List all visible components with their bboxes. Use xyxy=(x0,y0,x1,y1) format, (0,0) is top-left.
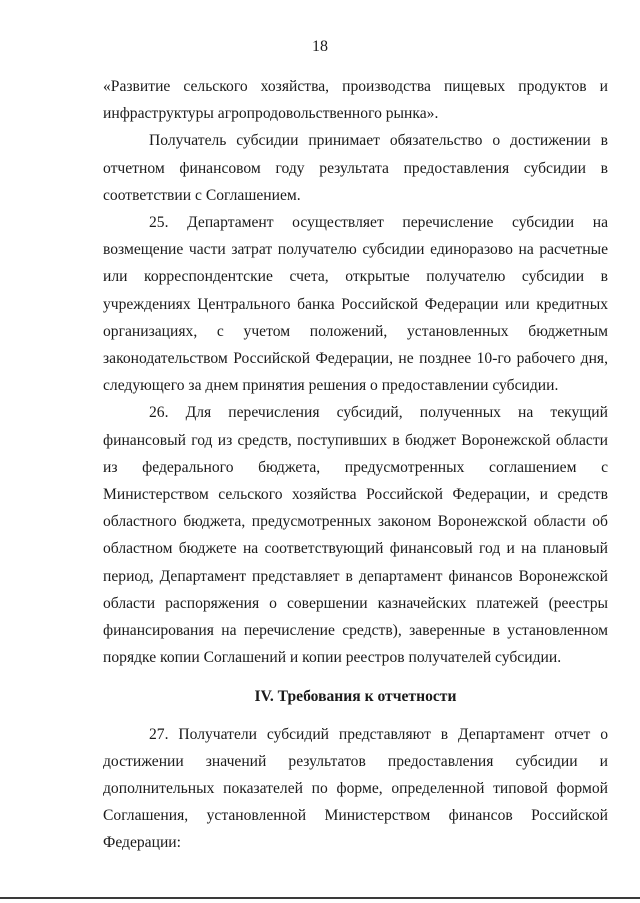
page-number: 18 xyxy=(312,38,328,55)
paragraph-continuation: «Развитие сельского хозяйства, производства пищевых продуктов и инфраструктуры агропродовольственного рынка». xyxy=(103,78,608,123)
document-body xyxy=(103,73,608,857)
paragraph-obligation: Получатель субсидии принимает обязательство о достижении в отчетном финансовом году результата предоставления субсидии в соответствии с Соглашением. xyxy=(103,132,608,204)
bottom-scan-edge xyxy=(0,897,640,899)
paragraph-25: 25. Департамент осуществляет перечисление субсидии на возмещение части затрат получателю субсидии единоразово на расчетные или корреспондентские счета, открытые получателю субсидии в учреждениях Центрального банка Российской Федерации или кредитных организациях, с учетом положений, установленных бюджетным законодательством Российской Федерации, не позднее 10-го рабочего дня, следующего за днем принятия решения о предоставлении субсидии. xyxy=(103,214,608,395)
paragraph-26: 26. Для перечисления субсидий, полученных на текущий финансовый год из средств, поступивших в бюджет Воронежской области из федерального бюджета, предусмотренных соглашением с Министерством сельского хозяйства Российской Федерации, и средств областного бюджета, предусмотренных законом Воронежской области об областном бюджете на соответствующий финансовый год и на плановый период, Департамент представляет в департамент финансов Воронежской области распоряжения о совершении казначейских платежей (реестры финансирования на перечисление средств), заверенные в установленном порядке копии Соглашений и копии реестров получателей субсидии. xyxy=(103,404,608,667)
section-heading: IV. Требования к отчетности xyxy=(254,688,457,706)
paragraph-27: 27. Получатели субсидий представляют в Департамент отчет о достижении значений результатов предоставления субсидии и дополнительных показателей по форме, определенной типовой формой Соглашения, установленной Министерством финансов Российской Федерации: xyxy=(103,725,608,852)
